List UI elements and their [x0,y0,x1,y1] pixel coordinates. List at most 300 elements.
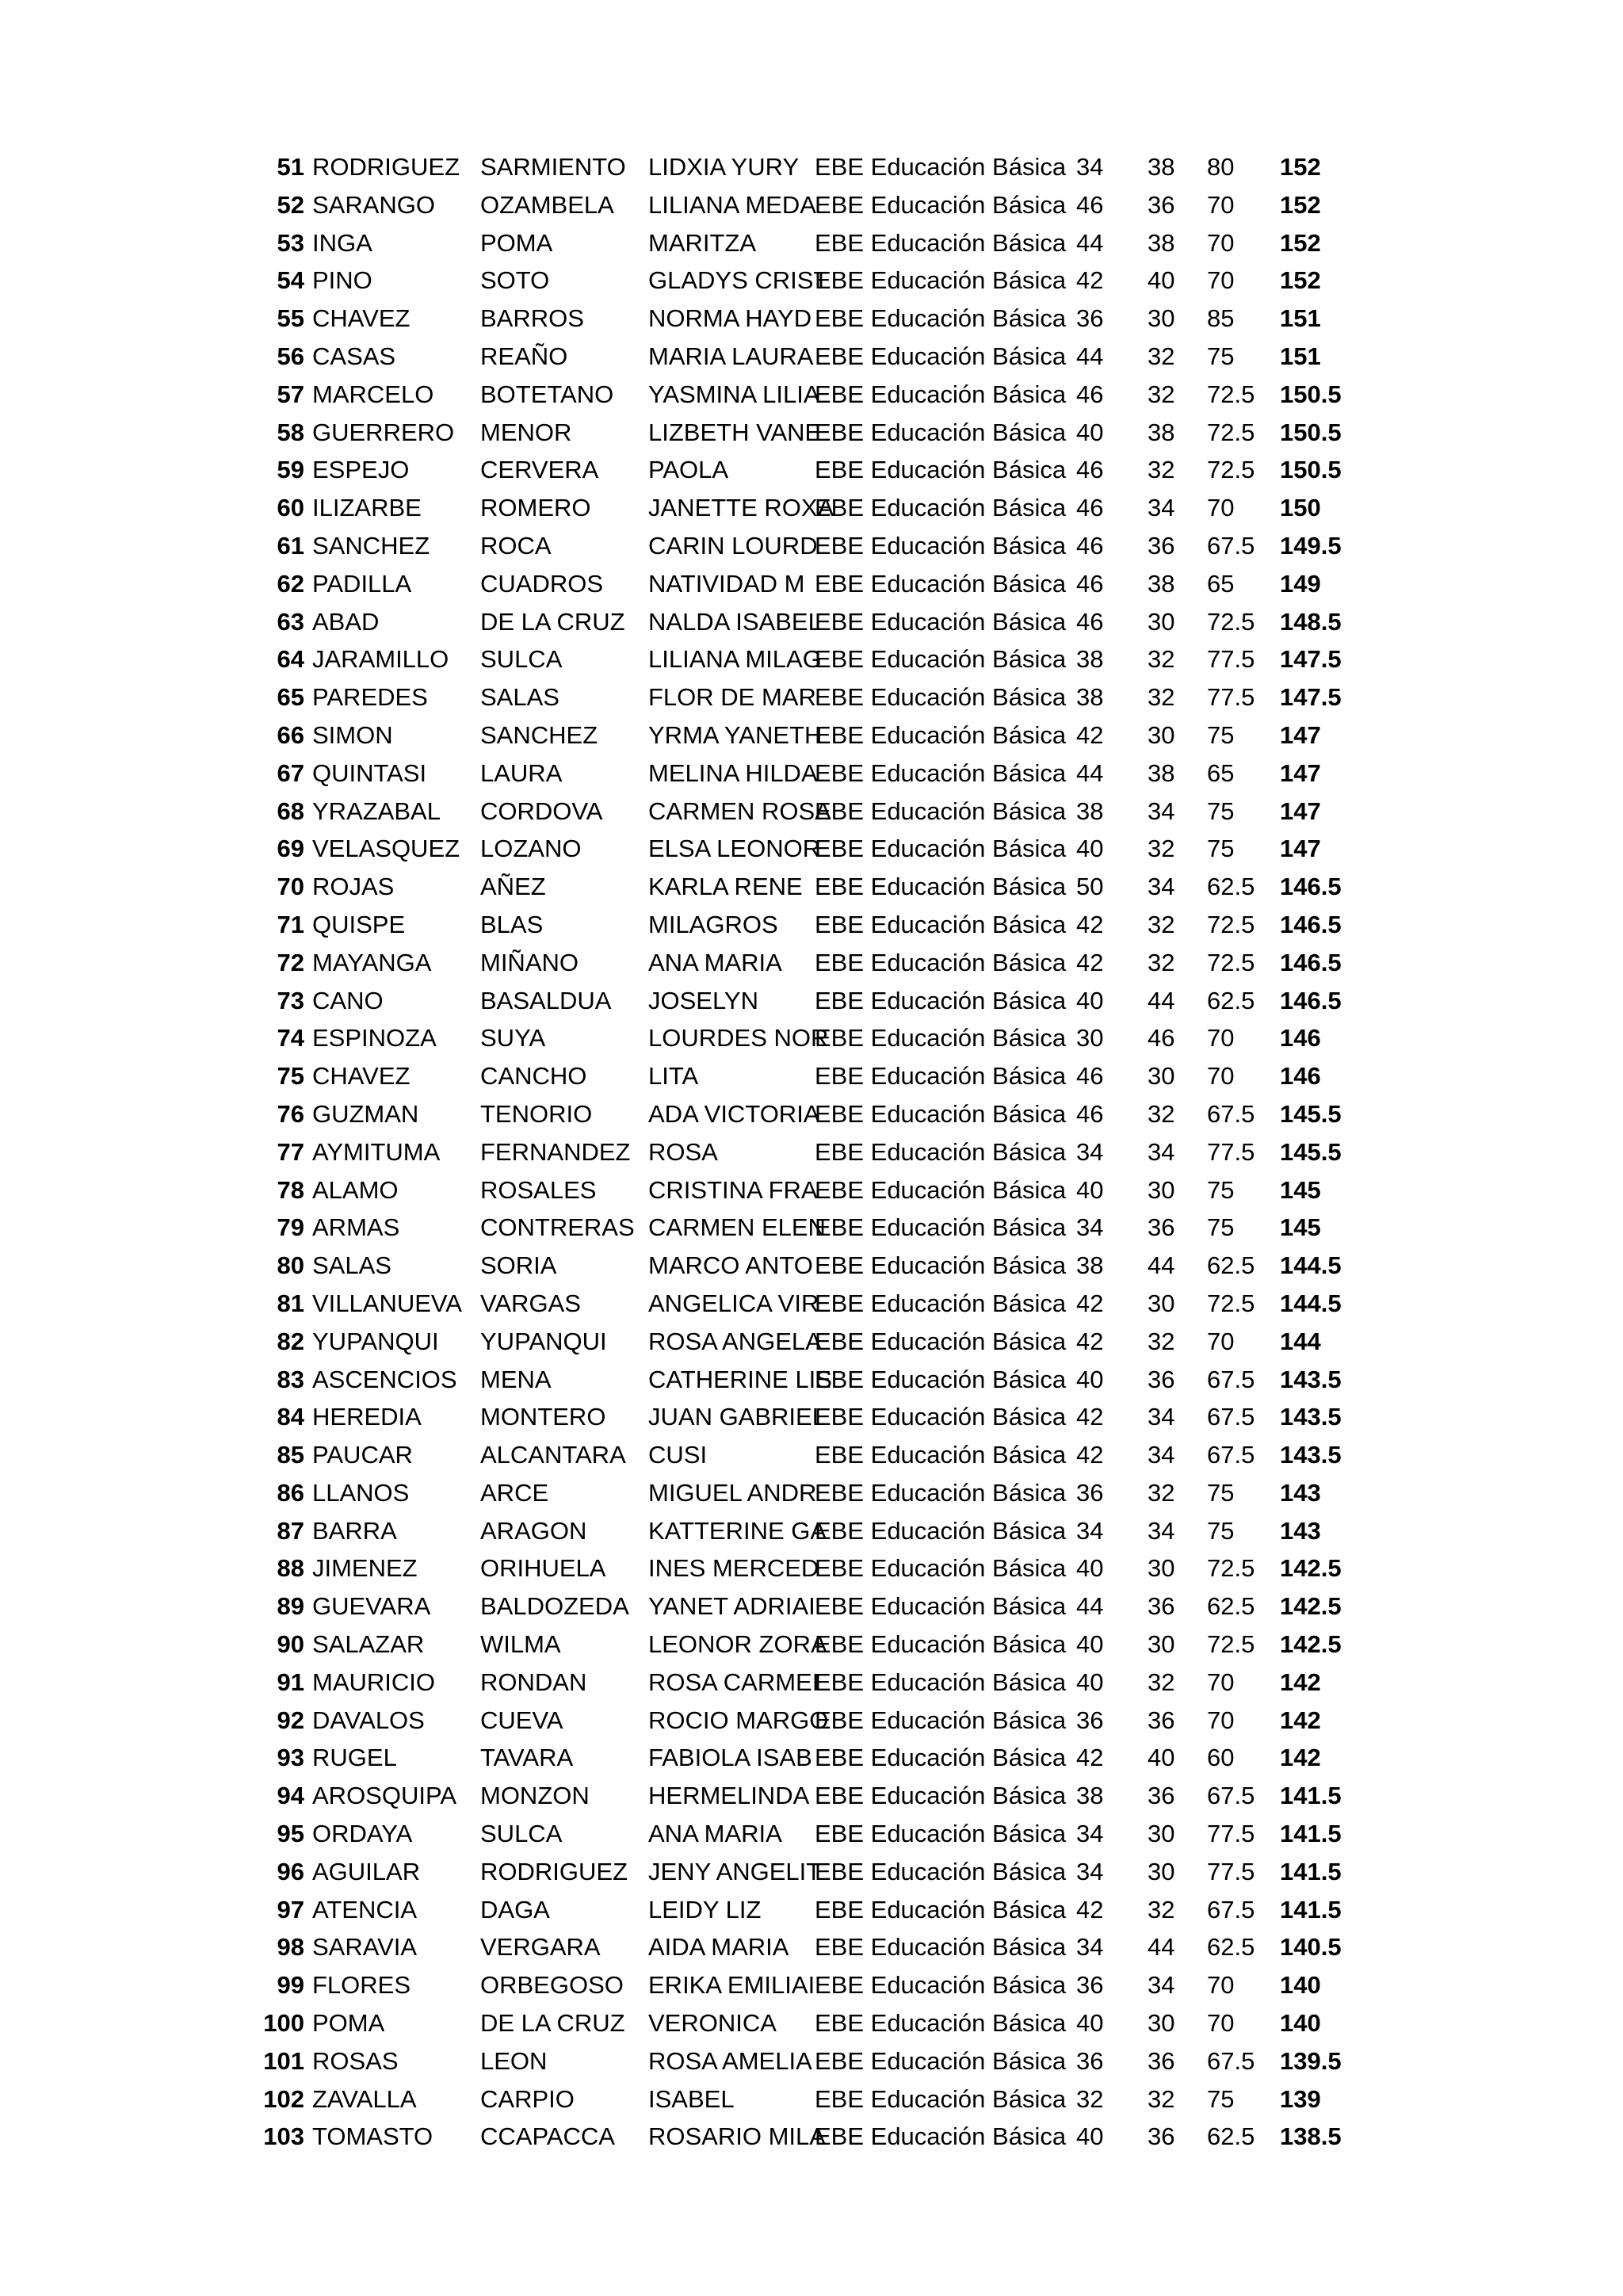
table-row [0,1626,1623,1664]
modality: EBE Educación Básica [815,1782,1067,1810]
modality: EBE Educación Básica [815,1478,1067,1507]
second-surname: SALAS [480,683,559,712]
modality: EBE Educación Básica [815,1403,1067,1431]
score-2: 38 [1148,758,1175,787]
first-surname: CASAS [312,342,396,370]
second-surname: CUADROS [480,569,604,598]
rank-number: 59 [277,456,304,484]
score-1: 46 [1076,380,1104,408]
modality: EBE Educación Básica [815,1554,1067,1583]
table-row [0,1398,1623,1436]
modality: EBE Educación Básica [815,1062,1067,1091]
first-surname: SALAS [312,1251,391,1280]
second-surname: DE LA CRUZ [480,607,625,636]
rank-number: 72 [277,948,304,976]
table-row [0,262,1623,300]
score-1: 38 [1076,1782,1104,1810]
score-2: 32 [1148,1478,1175,1507]
score-1: 42 [1076,910,1104,938]
given-names: ADA VICTORIA [648,1099,820,1128]
modality: EBE Educación Básica [815,1251,1067,1280]
first-surname: BARRA [312,1516,397,1545]
total-score: 152 [1280,190,1321,219]
score-1: 36 [1076,1706,1104,1734]
modality: EBE Educación Básica [815,1857,1067,1885]
second-surname: BOTETANO [480,380,614,408]
modality: EBE Educación Básica [815,910,1067,938]
modality: EBE Educación Básica [815,190,1067,219]
rank-number: 90 [277,1630,304,1659]
score-1: 36 [1076,304,1104,333]
score-1: 34 [1076,1137,1104,1166]
first-surname: YUPANQUI [312,1327,439,1355]
given-names: ISABEL [648,2084,735,2113]
score-3: 72.5 [1207,1554,1255,1583]
score-3: 72.5 [1207,1630,1255,1659]
first-surname: ZAVALLA [312,2084,417,2113]
total-score: 151 [1280,342,1321,370]
modality: EBE Educación Básica [815,1820,1067,1848]
second-surname: VERGARA [480,1933,601,1962]
table-row [0,186,1623,224]
score-3: 62.5 [1207,1592,1255,1621]
modality: EBE Educación Básica [815,645,1067,674]
given-names: ANGELICA VIR [648,1289,819,1317]
modality: EBE Educación Básica [815,607,1067,636]
given-names: LIDXIA YURY [648,153,800,181]
first-surname: ORDAYA [312,1820,413,1848]
score-3: 67.5 [1207,1782,1255,1810]
total-score: 145.5 [1280,1099,1342,1128]
given-names: JOSELYN [648,986,758,1014]
modality: EBE Educación Básica [815,456,1067,484]
score-3: 67.5 [1207,1099,1255,1128]
score-2: 34 [1148,1971,1175,2000]
score-3: 70 [1207,1971,1235,2000]
modality: EBE Educación Básica [815,494,1067,522]
modality: EBE Educación Básica [815,1516,1067,1545]
modality: EBE Educación Básica [815,1895,1067,1924]
total-score: 146.5 [1280,986,1342,1014]
score-3: 65 [1207,569,1235,598]
given-names: LILIANA MEDA [648,190,816,219]
score-3: 85 [1207,304,1235,333]
first-surname: AROSQUIPA [312,1782,457,1810]
score-2: 44 [1148,986,1175,1014]
table-row [0,1247,1623,1285]
score-1: 34 [1076,1516,1104,1545]
rank-number: 66 [277,720,304,749]
first-surname: INGA [312,228,372,257]
score-2: 38 [1148,418,1175,446]
score-2: 34 [1148,1516,1175,1545]
score-3: 75 [1207,342,1235,370]
second-surname: BASALDUA [480,986,612,1014]
given-names: MIGUEL ANDR [648,1478,817,1507]
score-2: 32 [1148,1895,1175,1924]
given-names: YRMA YANETH [648,720,823,749]
rank-number: 71 [277,910,304,938]
score-3: 72.5 [1207,456,1255,484]
first-surname: ALAMO [312,1175,399,1204]
first-surname: ESPEJO [312,456,410,484]
score-3: 77.5 [1207,1137,1255,1166]
modality: EBE Educación Básica [815,948,1067,976]
score-2: 36 [1148,1782,1175,1810]
rank-number: 93 [277,1744,304,1772]
second-surname: FERNANDEZ [480,1137,631,1166]
score-1: 44 [1076,342,1104,370]
table-row [0,868,1623,906]
first-surname: TOMASTO [312,2122,433,2151]
rank-number: 65 [277,683,304,712]
rank-number: 75 [277,1062,304,1091]
score-3: 75 [1207,720,1235,749]
modality: EBE Educación Básica [815,1744,1067,1772]
score-3: 62.5 [1207,1251,1255,1280]
second-surname: SULCA [480,1820,563,1848]
first-surname: QUISPE [312,910,406,938]
rank-number: 103 [263,2122,304,2151]
rank-number: 73 [277,986,304,1014]
modality: EBE Educación Básica [815,2122,1067,2151]
second-surname: YUPANQUI [480,1327,607,1355]
score-2: 32 [1148,456,1175,484]
score-2: 40 [1148,266,1175,295]
second-surname: LAURA [480,758,563,787]
score-3: 67.5 [1207,531,1255,560]
first-surname: ROJAS [312,873,395,901]
given-names: CARIN LOURD [648,531,818,560]
rank-number: 97 [277,1895,304,1924]
rank-number: 74 [277,1024,304,1052]
table-row [0,1966,1623,2004]
first-surname: MAURICIO [312,1668,435,1696]
table-row [0,1209,1623,1247]
table-row [0,906,1623,944]
given-names: YANET ADRIAI [648,1592,815,1621]
first-surname: GUEVARA [312,1592,431,1621]
second-surname: SARMIENTO [480,153,626,181]
second-surname: MONTERO [480,1403,606,1431]
second-surname: WILMA [480,1630,561,1659]
total-score: 141.5 [1280,1782,1342,1810]
first-surname: JARAMILLO [312,645,449,674]
total-score: 142 [1280,1706,1321,1734]
total-score: 142 [1280,1668,1321,1696]
table-row [0,1436,1623,1474]
total-score: 146.5 [1280,948,1342,976]
given-names: YASMINA LILIA [648,380,820,408]
total-score: 146.5 [1280,910,1342,938]
total-score: 146.5 [1280,873,1342,901]
given-names: CUSI [648,1441,708,1469]
total-score: 146 [1280,1024,1321,1052]
rank-number: 68 [277,797,304,825]
second-surname: SULCA [480,645,563,674]
score-2: 46 [1148,1024,1175,1052]
second-surname: DE LA CRUZ [480,2009,625,2038]
score-1: 42 [1076,1744,1104,1772]
modality: EBE Educación Básica [815,758,1067,787]
table-row [0,755,1623,793]
modality: EBE Educación Básica [815,1175,1067,1204]
table-row [0,1739,1623,1777]
score-3: 77.5 [1207,683,1255,712]
given-names: ROSA AMELIA [648,2046,812,2075]
given-names: JENY ANGELIT [648,1857,822,1885]
modality: EBE Educación Básica [815,1630,1067,1659]
table-row [0,565,1623,603]
rank-number: 102 [263,2084,304,2113]
total-score: 145 [1280,1213,1321,1242]
first-surname: PADILLA [312,569,412,598]
table-row [0,830,1623,868]
table-row [0,716,1623,755]
score-2: 30 [1148,1820,1175,1848]
rank-number: 86 [277,1478,304,1507]
rank-number: 80 [277,1251,304,1280]
score-3: 70 [1207,1706,1235,1734]
rank-number: 91 [277,1668,304,1696]
modality: EBE Educación Básica [815,531,1067,560]
total-score: 150 [1280,494,1321,522]
table-row [0,2042,1623,2080]
score-1: 44 [1076,758,1104,787]
given-names: MARIA LAURA [648,342,814,370]
table-row [0,300,1623,338]
table-row [0,2004,1623,2042]
score-1: 34 [1076,1213,1104,1242]
total-score: 150.5 [1280,418,1342,446]
modality: EBE Educación Básica [815,380,1067,408]
score-1: 46 [1076,607,1104,636]
second-surname: VARGAS [480,1289,581,1317]
given-names: NATIVIDAD M [648,569,805,598]
score-1: 42 [1076,1403,1104,1431]
given-names: VERONICA [648,2009,777,2038]
table-row [0,1323,1623,1361]
score-2: 32 [1148,2084,1175,2113]
rank-number: 60 [277,494,304,522]
score-2: 34 [1148,1137,1175,1166]
total-score: 145 [1280,1175,1321,1204]
second-surname: CONTRERAS [480,1213,635,1242]
rank-number: 98 [277,1933,304,1962]
total-score: 146 [1280,1062,1321,1091]
given-names: CARMEN ELEN [648,1213,826,1242]
rank-number: 63 [277,607,304,636]
score-3: 65 [1207,758,1235,787]
score-2: 34 [1148,797,1175,825]
table-row [0,2080,1623,2118]
score-3: 75 [1207,1213,1235,1242]
first-surname: VELASQUEZ [312,835,460,863]
total-score: 144.5 [1280,1289,1342,1317]
score-3: 77.5 [1207,1820,1255,1848]
score-3: 70 [1207,266,1235,295]
score-2: 36 [1148,2122,1175,2151]
score-3: 62.5 [1207,873,1255,901]
score-3: 75 [1207,835,1235,863]
score-1: 42 [1076,1895,1104,1924]
second-surname: CANCHO [480,1062,587,1091]
rank-number: 54 [277,266,304,295]
modality: EBE Educación Básica [815,266,1067,295]
rank-number: 77 [277,1137,304,1166]
score-2: 34 [1148,1441,1175,1469]
modality: EBE Educación Básica [815,304,1067,333]
rank-number: 58 [277,418,304,446]
given-names: KATTERINE GA [648,1516,827,1545]
table-row [0,527,1623,565]
score-3: 72.5 [1207,910,1255,938]
second-surname: RODRIGUEZ [480,1857,628,1885]
score-3: 70 [1207,1024,1235,1052]
second-surname: ARAGON [480,1516,587,1545]
score-2: 34 [1148,1403,1175,1431]
rank-number: 53 [277,228,304,257]
modality: EBE Educación Básica [815,1099,1067,1128]
score-3: 75 [1207,1516,1235,1545]
score-1: 40 [1076,418,1104,446]
score-3: 62.5 [1207,2122,1255,2151]
given-names: ELSA LEONOR [648,835,821,863]
table-row [0,793,1623,831]
total-score: 152 [1280,266,1321,295]
table-row [0,1928,1623,1966]
total-score: 141.5 [1280,1857,1342,1885]
score-2: 32 [1148,948,1175,976]
rank-number: 76 [277,1099,304,1128]
modality: EBE Educación Básica [815,720,1067,749]
second-surname: ROSALES [480,1175,597,1204]
score-1: 42 [1076,720,1104,749]
modality: EBE Educación Básica [815,569,1067,598]
total-score: 147 [1280,835,1321,863]
total-score: 140 [1280,1971,1321,2000]
modality: EBE Educación Básica [815,2046,1067,2075]
given-names: JUAN GABRIEL [648,1403,826,1431]
given-names: MELINA HILDA [648,758,818,787]
score-3: 72.5 [1207,607,1255,636]
given-names: CRISTINA FRA [648,1175,818,1204]
given-names: LEIDY LIZ [648,1895,762,1924]
score-2: 32 [1148,1099,1175,1128]
total-score: 147 [1280,758,1321,787]
total-score: 149 [1280,569,1321,598]
score-3: 72.5 [1207,380,1255,408]
modality: EBE Educación Básica [815,2084,1067,2113]
given-names: CARMEN ROSA [648,797,831,825]
second-surname: CERVERA [480,456,599,484]
first-surname: POMA [312,2009,385,2038]
second-surname: SORIA [480,1251,557,1280]
given-names: LEONOR ZORA [648,1630,827,1659]
score-3: 70 [1207,2009,1235,2038]
second-surname: ORBEGOSO [480,1971,624,2000]
second-surname: AÑEZ [480,873,546,901]
table-row [0,338,1623,376]
second-surname: OZAMBELA [480,190,614,219]
given-names: ROSARIO MILA [648,2122,826,2151]
score-2: 30 [1148,304,1175,333]
given-names: ROSA [648,1137,718,1166]
given-names: ANA MARIA [648,948,782,976]
rank-number: 84 [277,1403,304,1431]
score-2: 30 [1148,1289,1175,1317]
total-score: 143.5 [1280,1441,1342,1469]
first-surname: RUGEL [312,1744,397,1772]
table-row [0,1512,1623,1550]
total-score: 142.5 [1280,1592,1342,1621]
score-3: 62.5 [1207,1933,1255,1962]
given-names: ANA MARIA [648,1820,782,1848]
table-row [0,1853,1623,1891]
second-surname: POMA [480,228,553,257]
modality: EBE Educación Básica [815,797,1067,825]
total-score: 150.5 [1280,380,1342,408]
second-surname: ARCE [480,1478,549,1507]
second-surname: MONZON [480,1782,590,1810]
score-3: 67.5 [1207,1895,1255,1924]
score-2: 32 [1148,1668,1175,1696]
score-1: 38 [1076,645,1104,674]
second-surname: CARPIO [480,2084,575,2113]
table-row [0,1474,1623,1512]
score-2: 36 [1148,1592,1175,1621]
score-3: 72.5 [1207,418,1255,446]
score-2: 36 [1148,1213,1175,1242]
second-surname: CORDOVA [480,797,603,825]
score-3: 75 [1207,797,1235,825]
modality: EBE Educación Básica [815,1137,1067,1166]
total-score: 149.5 [1280,531,1342,560]
score-1: 36 [1076,1478,1104,1507]
rank-number: 67 [277,758,304,787]
rank-number: 79 [277,1213,304,1242]
modality: EBE Educación Básica [815,1213,1067,1242]
rank-number: 64 [277,645,304,674]
modality: EBE Educación Básica [815,683,1067,712]
score-3: 70 [1207,190,1235,219]
total-score: 144 [1280,1327,1321,1355]
score-2: 30 [1148,607,1175,636]
score-2: 44 [1148,1251,1175,1280]
score-2: 36 [1148,190,1175,219]
modality: EBE Educación Básica [815,1024,1067,1052]
modality: EBE Educación Básica [815,835,1067,863]
first-surname: FLORES [312,1971,411,2000]
given-names: MILAGROS [648,910,778,938]
total-score: 139.5 [1280,2046,1342,2075]
total-score: 152 [1280,228,1321,257]
score-1: 46 [1076,494,1104,522]
first-surname: ATENCIA [312,1895,418,1924]
table-row [0,944,1623,982]
first-surname: ESPINOZA [312,1024,437,1052]
score-3: 77.5 [1207,645,1255,674]
second-surname: RONDAN [480,1668,587,1696]
first-surname: MARCELO [312,380,434,408]
given-names: FLOR DE MAR [648,683,816,712]
score-1: 42 [1076,1441,1104,1469]
table-row [0,1891,1623,1929]
total-score: 147.5 [1280,645,1342,674]
modality: EBE Educación Básica [815,1706,1067,1734]
second-surname: BLAS [480,910,544,938]
rank-number: 70 [277,873,304,901]
